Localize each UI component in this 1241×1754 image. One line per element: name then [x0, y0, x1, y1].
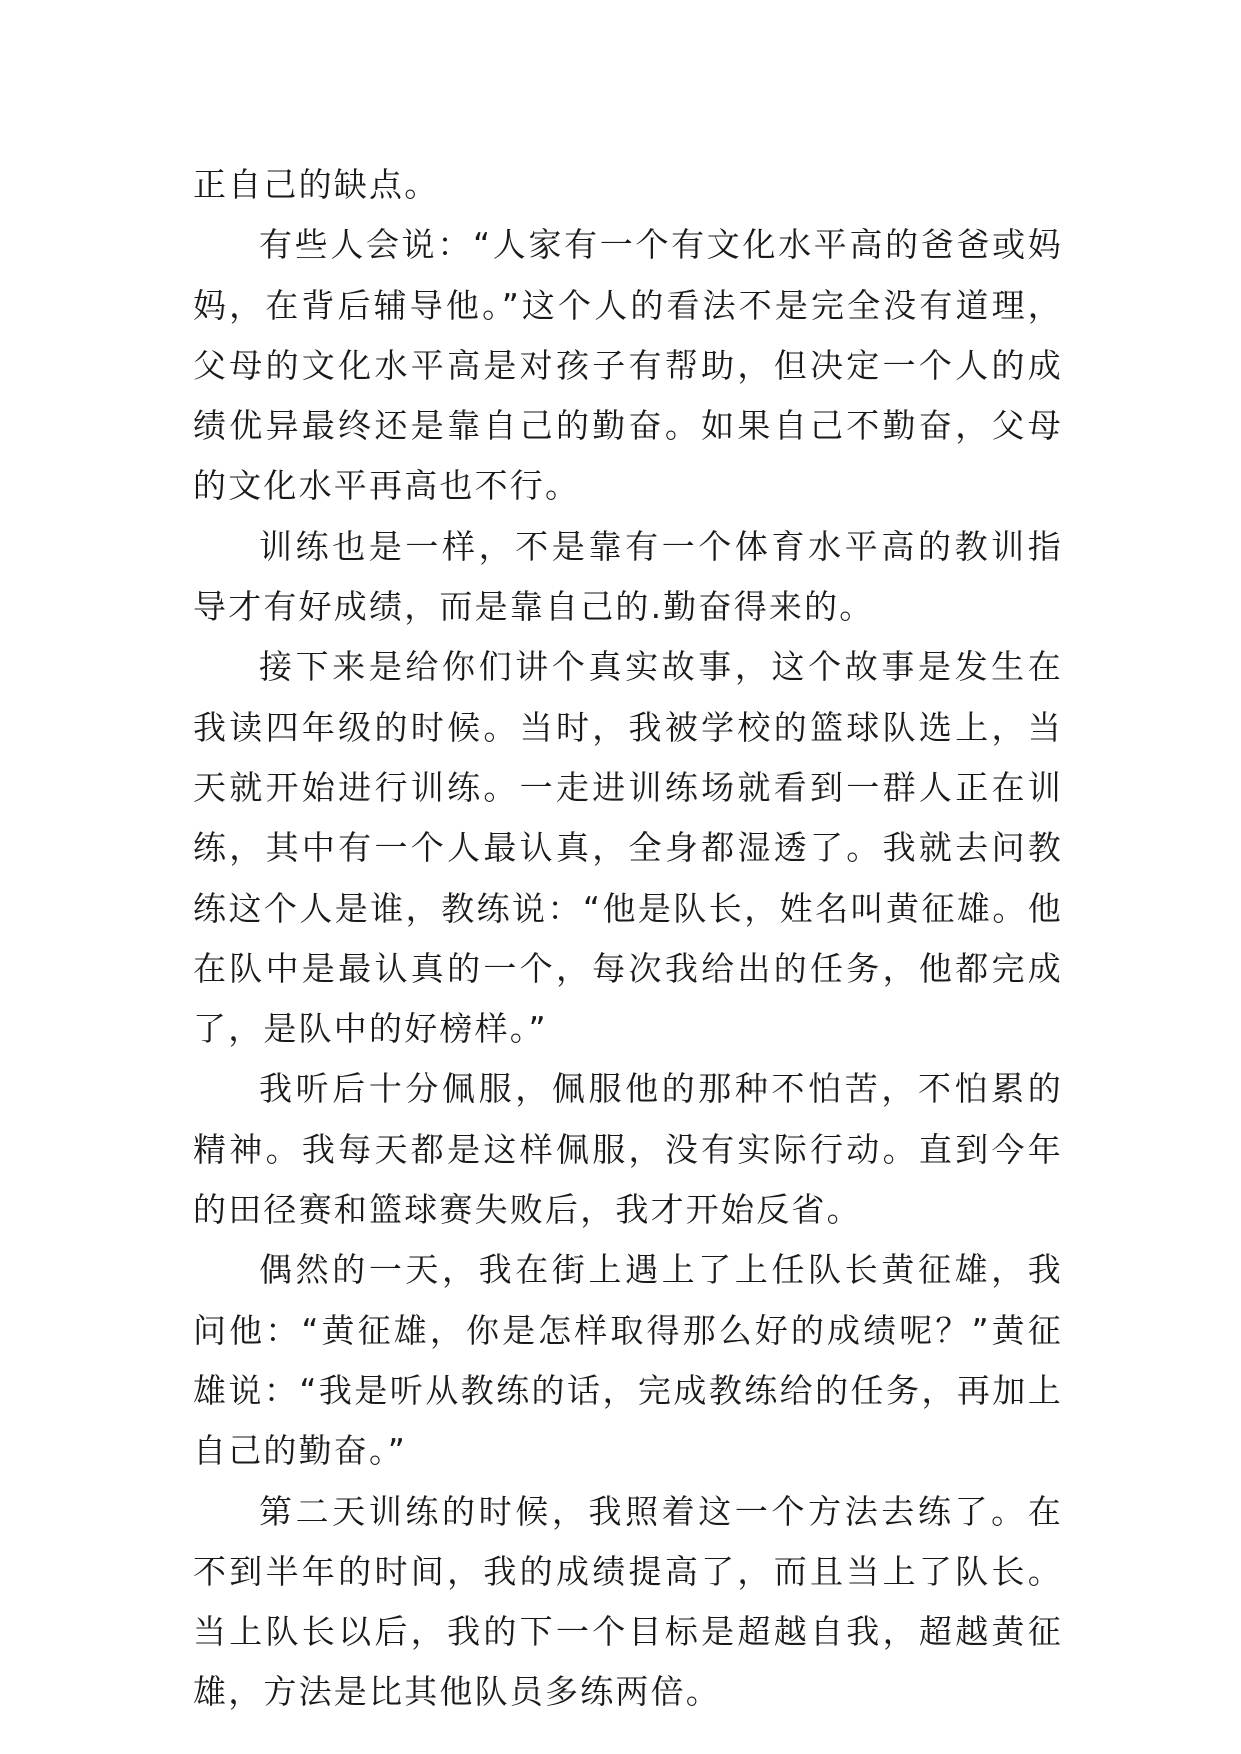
document-body [193, 155, 1063, 1723]
paragraph: 训练也是一样，不是靠有一个体育水平高的教训指导才有好成绩，而是靠自己的.勤奋得来的。 [193, 526, 1063, 627]
paragraph: 第二天训练的时候，我照着这一个方法去练了。在不到半年的时间，我的成绩提高了，而且当上了队长。当上队长以后，我的下一个目标是超越自我，超越黄征雄，方法是比其他队员多练两倍。 [193, 1491, 1063, 1712]
paragraph: 接下来是给你们讲个真实故事，这个故事是发生在我读四年级的时候。当时，我被学校的篮球队选上，当天就开始进行训练。一走进训练场就看到一群人正在训练，其中有一个人最认真，全身都湿透了。我就去问教练这个人是谁，教练说：“他是队长，姓名叫黄征雄。他在队中是最认真的一个，每次我给出的任务，他都完成了，是队中的好榜样。” [193, 647, 1063, 1049]
paragraph: 有些人会说：“人家有一个有文化水平高的爸爸或妈妈，在背后辅导他。”这个人的看法不是完全没有道理，父母的文化水平高是对孩子有帮助，但决定一个人的成绩优异最终还是靠自己的勤奋。如果自己不勤奋，父母的文化水平再高也不行。 [193, 225, 1063, 506]
paragraph: 我听后十分佩服，佩服他的那种不怕苦，不怕累的精神。我每天都是这样佩服，没有实际行动。直到今年的田径赛和篮球赛失败后，我才开始反省。 [193, 1069, 1063, 1230]
paragraph: 偶然的一天，我在街上遇上了上任队长黄征雄，我问他：“黄征雄，你是怎样取得那么好的成绩呢？”黄征雄说：“我是听从教练的话，完成教练给的任务，再加上自己的勤奋。” [193, 1250, 1063, 1471]
paragraph: 正自己的缺点。 [193, 165, 440, 204]
